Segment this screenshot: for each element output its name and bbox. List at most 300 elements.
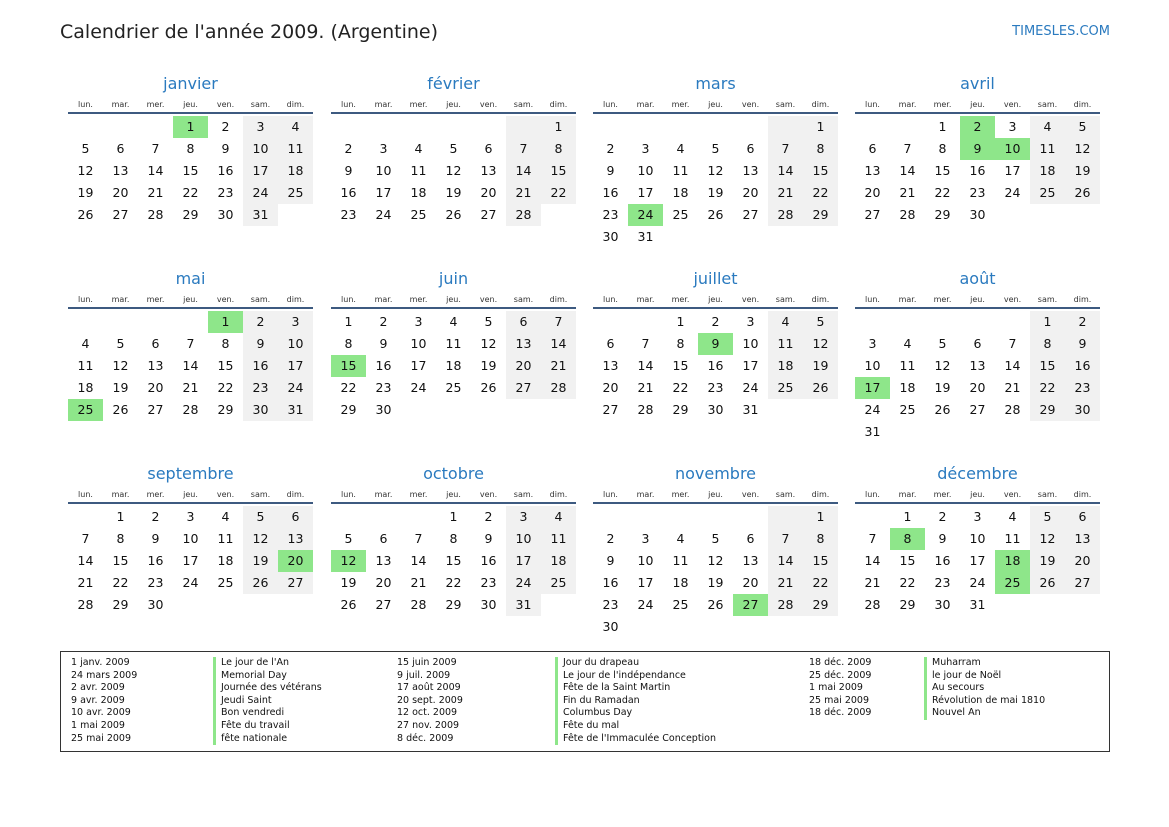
day-cell[interactable]: 27 bbox=[112, 207, 129, 222]
day-cell[interactable]: 26 bbox=[1030, 572, 1065, 594]
day-cell[interactable]: 29 bbox=[1030, 399, 1065, 421]
day-cell[interactable]: 20 bbox=[602, 380, 619, 395]
day-cell[interactable]: 7 bbox=[186, 336, 195, 351]
day-cell[interactable]: 25 bbox=[899, 402, 916, 417]
day-cell[interactable]: 2 bbox=[221, 119, 230, 134]
holiday-day-cell[interactable]: 18 bbox=[995, 550, 1030, 572]
day-cell[interactable]: 30 bbox=[217, 207, 234, 222]
holiday-day-cell[interactable]: 9 bbox=[960, 138, 995, 160]
day-cell[interactable]: 23 bbox=[340, 207, 357, 222]
day-cell[interactable]: 14 bbox=[77, 553, 94, 568]
day-cell[interactable]: 25 bbox=[541, 572, 576, 594]
day-cell[interactable]: 16 bbox=[340, 185, 357, 200]
day-cell[interactable]: 11 bbox=[1030, 138, 1065, 160]
day-cell[interactable]: 8 bbox=[221, 336, 230, 351]
day-cell[interactable]: 30 bbox=[1065, 399, 1100, 421]
day-cell[interactable]: 12 bbox=[1030, 528, 1065, 550]
day-cell[interactable]: 28 bbox=[899, 207, 916, 222]
day-cell[interactable]: 17 bbox=[410, 358, 427, 373]
day-cell[interactable]: 13 bbox=[742, 163, 759, 178]
day-cell[interactable]: 22 bbox=[340, 380, 357, 395]
day-cell[interactable]: 17 bbox=[1004, 163, 1021, 178]
day-cell[interactable]: 16 bbox=[602, 185, 619, 200]
day-cell[interactable]: 22 bbox=[803, 182, 838, 204]
day-cell[interactable]: 11 bbox=[278, 138, 313, 160]
day-cell[interactable]: 7 bbox=[414, 531, 423, 546]
day-cell[interactable]: 21 bbox=[182, 380, 199, 395]
day-cell[interactable]: 5 bbox=[116, 336, 125, 351]
day-cell[interactable]: 14 bbox=[182, 358, 199, 373]
day-cell[interactable]: 15 bbox=[217, 358, 234, 373]
day-cell[interactable]: 9 bbox=[484, 531, 493, 546]
holiday-day-cell[interactable]: 1 bbox=[208, 311, 243, 333]
day-cell[interactable]: 8 bbox=[116, 531, 125, 546]
holiday-day-cell[interactable]: 1 bbox=[173, 116, 208, 138]
day-cell[interactable]: 1 bbox=[903, 509, 912, 524]
day-cell[interactable]: 8 bbox=[803, 528, 838, 550]
day-cell[interactable]: 4 bbox=[768, 311, 803, 333]
day-cell[interactable]: 23 bbox=[217, 185, 234, 200]
day-cell[interactable]: 13 bbox=[112, 163, 129, 178]
day-cell[interactable]: 12 bbox=[1065, 138, 1100, 160]
day-cell[interactable]: 28 bbox=[410, 597, 427, 612]
day-cell[interactable]: 21 bbox=[768, 182, 803, 204]
day-cell[interactable]: 7 bbox=[903, 141, 912, 156]
day-cell[interactable]: 2 bbox=[606, 531, 615, 546]
day-cell[interactable]: 29 bbox=[934, 207, 951, 222]
day-cell[interactable]: 5 bbox=[449, 141, 458, 156]
day-cell[interactable]: 20 bbox=[742, 575, 759, 590]
day-cell[interactable]: 8 bbox=[803, 138, 838, 160]
day-cell[interactable]: 25 bbox=[672, 207, 689, 222]
day-cell[interactable]: 6 bbox=[746, 141, 755, 156]
day-cell[interactable]: 22 bbox=[445, 575, 462, 590]
day-cell[interactable]: 16 bbox=[969, 163, 986, 178]
day-cell[interactable]: 14 bbox=[541, 333, 576, 355]
day-cell[interactable]: 17 bbox=[375, 185, 392, 200]
day-cell[interactable]: 13 bbox=[278, 528, 313, 550]
day-cell[interactable]: 5 bbox=[803, 311, 838, 333]
day-cell[interactable]: 1 bbox=[938, 119, 947, 134]
day-cell[interactable]: 13 bbox=[742, 553, 759, 568]
day-cell[interactable]: 12 bbox=[707, 163, 724, 178]
day-cell[interactable]: 3 bbox=[414, 314, 423, 329]
day-cell[interactable]: 30 bbox=[934, 597, 951, 612]
day-cell[interactable]: 16 bbox=[217, 163, 234, 178]
day-cell[interactable]: 25 bbox=[445, 380, 462, 395]
day-cell[interactable]: 27 bbox=[506, 377, 541, 399]
day-cell[interactable]: 3 bbox=[379, 141, 388, 156]
day-cell[interactable]: 7 bbox=[506, 138, 541, 160]
day-cell[interactable]: 23 bbox=[147, 575, 164, 590]
day-cell[interactable]: 19 bbox=[707, 185, 724, 200]
day-cell[interactable]: 22 bbox=[803, 572, 838, 594]
day-cell[interactable]: 28 bbox=[147, 207, 164, 222]
day-cell[interactable]: 27 bbox=[375, 597, 392, 612]
day-cell[interactable]: 20 bbox=[112, 185, 129, 200]
holiday-day-cell[interactable]: 27 bbox=[733, 594, 768, 616]
day-cell[interactable]: 13 bbox=[506, 333, 541, 355]
day-cell[interactable]: 16 bbox=[480, 553, 497, 568]
day-cell[interactable]: 4 bbox=[221, 509, 230, 524]
day-cell[interactable]: 30 bbox=[243, 399, 278, 421]
day-cell[interactable]: 31 bbox=[969, 597, 986, 612]
day-cell[interactable]: 26 bbox=[77, 207, 94, 222]
day-cell[interactable]: 10 bbox=[864, 358, 881, 373]
day-cell[interactable]: 10 bbox=[506, 528, 541, 550]
day-cell[interactable]: 27 bbox=[278, 572, 313, 594]
day-cell[interactable]: 19 bbox=[112, 380, 129, 395]
day-cell[interactable]: 6 bbox=[116, 141, 125, 156]
day-cell[interactable]: 17 bbox=[278, 355, 313, 377]
day-cell[interactable]: 15 bbox=[672, 358, 689, 373]
day-cell[interactable]: 11 bbox=[899, 358, 916, 373]
day-cell[interactable]: 24 bbox=[243, 182, 278, 204]
day-cell[interactable]: 12 bbox=[934, 358, 951, 373]
holiday-day-cell[interactable]: 24 bbox=[628, 204, 663, 226]
day-cell[interactable]: 11 bbox=[672, 163, 689, 178]
day-cell[interactable]: 23 bbox=[480, 575, 497, 590]
day-cell[interactable]: 2 bbox=[151, 509, 160, 524]
day-cell[interactable]: 29 bbox=[445, 597, 462, 612]
day-cell[interactable]: 29 bbox=[899, 597, 916, 612]
holiday-day-cell[interactable]: 25 bbox=[995, 572, 1030, 594]
day-cell[interactable]: 5 bbox=[1030, 506, 1065, 528]
day-cell[interactable]: 30 bbox=[707, 402, 724, 417]
day-cell[interactable]: 21 bbox=[541, 355, 576, 377]
day-cell[interactable]: 14 bbox=[768, 160, 803, 182]
day-cell[interactable]: 21 bbox=[637, 380, 654, 395]
day-cell[interactable]: 28 bbox=[77, 597, 94, 612]
day-cell[interactable]: 8 bbox=[449, 531, 458, 546]
day-cell[interactable]: 15 bbox=[803, 550, 838, 572]
day-cell[interactable]: 4 bbox=[541, 506, 576, 528]
day-cell[interactable]: 16 bbox=[707, 358, 724, 373]
day-cell[interactable]: 15 bbox=[182, 163, 199, 178]
day-cell[interactable]: 24 bbox=[864, 402, 881, 417]
day-cell[interactable]: 18 bbox=[541, 550, 576, 572]
day-cell[interactable]: 23 bbox=[934, 575, 951, 590]
day-cell[interactable]: 19 bbox=[445, 185, 462, 200]
day-cell[interactable]: 19 bbox=[243, 550, 278, 572]
day-cell[interactable]: 11 bbox=[410, 163, 427, 178]
day-cell[interactable]: 25 bbox=[410, 207, 427, 222]
day-cell[interactable]: 21 bbox=[899, 185, 916, 200]
day-cell[interactable]: 23 bbox=[707, 380, 724, 395]
day-cell[interactable]: 3 bbox=[641, 141, 650, 156]
day-cell[interactable]: 23 bbox=[375, 380, 392, 395]
day-cell[interactable]: 10 bbox=[637, 553, 654, 568]
day-cell[interactable]: 15 bbox=[803, 160, 838, 182]
day-cell[interactable]: 14 bbox=[410, 553, 427, 568]
day-cell[interactable]: 4 bbox=[1030, 116, 1065, 138]
day-cell[interactable]: 7 bbox=[641, 336, 650, 351]
day-cell[interactable]: 12 bbox=[445, 163, 462, 178]
day-cell[interactable]: 30 bbox=[480, 597, 497, 612]
day-cell[interactable]: 19 bbox=[934, 380, 951, 395]
day-cell[interactable]: 28 bbox=[768, 594, 803, 616]
day-cell[interactable]: 18 bbox=[410, 185, 427, 200]
day-cell[interactable]: 13 bbox=[969, 358, 986, 373]
day-cell[interactable]: 12 bbox=[243, 528, 278, 550]
day-cell[interactable]: 26 bbox=[340, 597, 357, 612]
day-cell[interactable]: 28 bbox=[506, 204, 541, 226]
day-cell[interactable]: 24 bbox=[1004, 185, 1021, 200]
day-cell[interactable]: 19 bbox=[340, 575, 357, 590]
day-cell[interactable]: 14 bbox=[864, 553, 881, 568]
holiday-day-cell[interactable]: 15 bbox=[331, 355, 366, 377]
day-cell[interactable]: 14 bbox=[637, 358, 654, 373]
day-cell[interactable]: 4 bbox=[903, 336, 912, 351]
day-cell[interactable]: 6 bbox=[484, 141, 493, 156]
day-cell[interactable]: 9 bbox=[1065, 333, 1100, 355]
day-cell[interactable]: 24 bbox=[182, 575, 199, 590]
day-cell[interactable]: 2 bbox=[938, 509, 947, 524]
day-cell[interactable]: 19 bbox=[803, 355, 838, 377]
day-cell[interactable]: 10 bbox=[969, 531, 986, 546]
day-cell[interactable]: 22 bbox=[541, 182, 576, 204]
day-cell[interactable]: 6 bbox=[606, 336, 615, 351]
day-cell[interactable]: 19 bbox=[77, 185, 94, 200]
day-cell[interactable]: 21 bbox=[410, 575, 427, 590]
day-cell[interactable]: 15 bbox=[112, 553, 129, 568]
day-cell[interactable]: 26 bbox=[934, 402, 951, 417]
day-cell[interactable]: 7 bbox=[1008, 336, 1017, 351]
day-cell[interactable]: 3 bbox=[868, 336, 877, 351]
day-cell[interactable]: 2 bbox=[1065, 311, 1100, 333]
day-cell[interactable]: 26 bbox=[480, 380, 497, 395]
day-cell[interactable]: 9 bbox=[606, 553, 615, 568]
day-cell[interactable]: 12 bbox=[803, 333, 838, 355]
day-cell[interactable]: 24 bbox=[506, 572, 541, 594]
day-cell[interactable]: 12 bbox=[112, 358, 129, 373]
day-cell[interactable]: 8 bbox=[541, 138, 576, 160]
day-cell[interactable]: 27 bbox=[742, 207, 759, 222]
day-cell[interactable]: 27 bbox=[602, 402, 619, 417]
day-cell[interactable]: 30 bbox=[375, 402, 392, 417]
day-cell[interactable]: 3 bbox=[186, 509, 195, 524]
day-cell[interactable]: 31 bbox=[243, 204, 278, 226]
day-cell[interactable]: 22 bbox=[1030, 377, 1065, 399]
day-cell[interactable]: 17 bbox=[969, 553, 986, 568]
day-cell[interactable]: 29 bbox=[340, 402, 357, 417]
day-cell[interactable]: 17 bbox=[637, 575, 654, 590]
day-cell[interactable]: 11 bbox=[768, 333, 803, 355]
day-cell[interactable]: 30 bbox=[602, 619, 619, 634]
day-cell[interactable]: 22 bbox=[112, 575, 129, 590]
day-cell[interactable]: 1 bbox=[803, 116, 838, 138]
day-cell[interactable]: 1 bbox=[803, 506, 838, 528]
day-cell[interactable]: 3 bbox=[1008, 119, 1017, 134]
day-cell[interactable]: 15 bbox=[445, 553, 462, 568]
holiday-day-cell[interactable]: 17 bbox=[855, 377, 890, 399]
day-cell[interactable]: 1 bbox=[1030, 311, 1065, 333]
day-cell[interactable]: 30 bbox=[147, 597, 164, 612]
day-cell[interactable]: 15 bbox=[541, 160, 576, 182]
day-cell[interactable]: 28 bbox=[768, 204, 803, 226]
day-cell[interactable]: 4 bbox=[449, 314, 458, 329]
day-cell[interactable]: 10 bbox=[182, 531, 199, 546]
day-cell[interactable]: 26 bbox=[112, 402, 129, 417]
day-cell[interactable]: 13 bbox=[864, 163, 881, 178]
day-cell[interactable]: 30 bbox=[969, 207, 986, 222]
day-cell[interactable]: 14 bbox=[768, 550, 803, 572]
day-cell[interactable]: 9 bbox=[606, 163, 615, 178]
day-cell[interactable]: 3 bbox=[973, 509, 982, 524]
day-cell[interactable]: 4 bbox=[1008, 509, 1017, 524]
day-cell[interactable]: 5 bbox=[1065, 116, 1100, 138]
day-cell[interactable]: 27 bbox=[1065, 572, 1100, 594]
day-cell[interactable]: 18 bbox=[217, 553, 234, 568]
day-cell[interactable]: 29 bbox=[112, 597, 129, 612]
day-cell[interactable]: 10 bbox=[278, 333, 313, 355]
day-cell[interactable]: 5 bbox=[81, 141, 90, 156]
holiday-day-cell[interactable]: 9 bbox=[698, 333, 733, 355]
day-cell[interactable]: 9 bbox=[221, 141, 230, 156]
day-cell[interactable]: 10 bbox=[243, 138, 278, 160]
day-cell[interactable]: 4 bbox=[278, 116, 313, 138]
day-cell[interactable]: 24 bbox=[742, 380, 759, 395]
day-cell[interactable]: 7 bbox=[81, 531, 90, 546]
day-cell[interactable]: 1 bbox=[676, 314, 685, 329]
day-cell[interactable]: 18 bbox=[672, 575, 689, 590]
day-cell[interactable]: 21 bbox=[1004, 380, 1021, 395]
day-cell[interactable]: 5 bbox=[243, 506, 278, 528]
day-cell[interactable]: 28 bbox=[637, 402, 654, 417]
day-cell[interactable]: 20 bbox=[506, 355, 541, 377]
day-cell[interactable]: 14 bbox=[506, 160, 541, 182]
day-cell[interactable]: 28 bbox=[864, 597, 881, 612]
day-cell[interactable]: 19 bbox=[1030, 550, 1065, 572]
day-cell[interactable]: 31 bbox=[742, 402, 759, 417]
day-cell[interactable]: 7 bbox=[768, 528, 803, 550]
day-cell[interactable]: 20 bbox=[1065, 550, 1100, 572]
day-cell[interactable]: 18 bbox=[672, 185, 689, 200]
day-cell[interactable]: 2 bbox=[243, 311, 278, 333]
holiday-day-cell[interactable]: 20 bbox=[278, 550, 313, 572]
day-cell[interactable]: 20 bbox=[147, 380, 164, 395]
day-cell[interactable]: 6 bbox=[278, 506, 313, 528]
day-cell[interactable]: 1 bbox=[541, 116, 576, 138]
day-cell[interactable]: 24 bbox=[375, 207, 392, 222]
day-cell[interactable]: 18 bbox=[768, 355, 803, 377]
day-cell[interactable]: 8 bbox=[344, 336, 353, 351]
day-cell[interactable]: 11 bbox=[672, 553, 689, 568]
day-cell[interactable]: 13 bbox=[375, 553, 392, 568]
day-cell[interactable]: 20 bbox=[375, 575, 392, 590]
day-cell[interactable]: 9 bbox=[151, 531, 160, 546]
day-cell[interactable]: 4 bbox=[414, 141, 423, 156]
day-cell[interactable]: 19 bbox=[1065, 160, 1100, 182]
day-cell[interactable]: 7 bbox=[541, 311, 576, 333]
day-cell[interactable]: 25 bbox=[768, 377, 803, 399]
day-cell[interactable]: 1 bbox=[344, 314, 353, 329]
day-cell[interactable]: 7 bbox=[868, 531, 877, 546]
day-cell[interactable]: 4 bbox=[676, 141, 685, 156]
day-cell[interactable]: 10 bbox=[637, 163, 654, 178]
day-cell[interactable]: 13 bbox=[147, 358, 164, 373]
day-cell[interactable]: 16 bbox=[934, 553, 951, 568]
day-cell[interactable]: 29 bbox=[217, 402, 234, 417]
day-cell[interactable]: 11 bbox=[1004, 531, 1021, 546]
day-cell[interactable]: 10 bbox=[742, 336, 759, 351]
day-cell[interactable]: 21 bbox=[864, 575, 881, 590]
day-cell[interactable]: 27 bbox=[864, 207, 881, 222]
day-cell[interactable]: 1 bbox=[116, 509, 125, 524]
day-cell[interactable]: 13 bbox=[480, 163, 497, 178]
day-cell[interactable]: 14 bbox=[147, 163, 164, 178]
day-cell[interactable]: 6 bbox=[506, 311, 541, 333]
day-cell[interactable]: 3 bbox=[746, 314, 755, 329]
day-cell[interactable]: 20 bbox=[864, 185, 881, 200]
day-cell[interactable]: 9 bbox=[379, 336, 388, 351]
day-cell[interactable]: 6 bbox=[868, 141, 877, 156]
day-cell[interactable]: 12 bbox=[480, 336, 497, 351]
day-cell[interactable]: 20 bbox=[742, 185, 759, 200]
day-cell[interactable]: 29 bbox=[803, 204, 838, 226]
day-cell[interactable]: 16 bbox=[1065, 355, 1100, 377]
day-cell[interactable]: 3 bbox=[641, 531, 650, 546]
day-cell[interactable]: 16 bbox=[375, 358, 392, 373]
day-cell[interactable]: 26 bbox=[243, 572, 278, 594]
day-cell[interactable]: 20 bbox=[969, 380, 986, 395]
day-cell[interactable]: 26 bbox=[707, 597, 724, 612]
day-cell[interactable]: 6 bbox=[746, 531, 755, 546]
day-cell[interactable]: 8 bbox=[186, 141, 195, 156]
day-cell[interactable]: 21 bbox=[147, 185, 164, 200]
day-cell[interactable]: 7 bbox=[151, 141, 160, 156]
day-cell[interactable]: 4 bbox=[81, 336, 90, 351]
day-cell[interactable]: 17 bbox=[506, 550, 541, 572]
day-cell[interactable]: 27 bbox=[969, 402, 986, 417]
day-cell[interactable]: 18 bbox=[445, 358, 462, 373]
day-cell[interactable]: 24 bbox=[637, 597, 654, 612]
day-cell[interactable]: 9 bbox=[243, 333, 278, 355]
day-cell[interactable]: 26 bbox=[1065, 182, 1100, 204]
day-cell[interactable]: 30 bbox=[602, 229, 619, 244]
day-cell[interactable]: 31 bbox=[278, 399, 313, 421]
day-cell[interactable]: 11 bbox=[217, 531, 234, 546]
holiday-day-cell[interactable]: 8 bbox=[890, 528, 925, 550]
day-cell[interactable]: 24 bbox=[410, 380, 427, 395]
day-cell[interactable]: 25 bbox=[672, 597, 689, 612]
day-cell[interactable]: 12 bbox=[77, 163, 94, 178]
day-cell[interactable]: 29 bbox=[182, 207, 199, 222]
holiday-day-cell[interactable]: 2 bbox=[960, 116, 995, 138]
day-cell[interactable]: 29 bbox=[803, 594, 838, 616]
day-cell[interactable]: 25 bbox=[217, 575, 234, 590]
day-cell[interactable]: 6 bbox=[379, 531, 388, 546]
day-cell[interactable]: 21 bbox=[506, 182, 541, 204]
day-cell[interactable]: 6 bbox=[1065, 506, 1100, 528]
day-cell[interactable]: 19 bbox=[707, 575, 724, 590]
day-cell[interactable]: 26 bbox=[445, 207, 462, 222]
day-cell[interactable]: 2 bbox=[344, 141, 353, 156]
day-cell[interactable]: 16 bbox=[243, 355, 278, 377]
day-cell[interactable]: 17 bbox=[637, 185, 654, 200]
day-cell[interactable]: 2 bbox=[379, 314, 388, 329]
day-cell[interactable]: 7 bbox=[768, 138, 803, 160]
day-cell[interactable]: 28 bbox=[182, 402, 199, 417]
day-cell[interactable]: 24 bbox=[969, 575, 986, 590]
day-cell[interactable]: 8 bbox=[938, 141, 947, 156]
day-cell[interactable]: 26 bbox=[803, 377, 838, 399]
day-cell[interactable]: 25 bbox=[1030, 182, 1065, 204]
day-cell[interactable]: 1 bbox=[449, 509, 458, 524]
day-cell[interactable]: 3 bbox=[243, 116, 278, 138]
day-cell[interactable]: 5 bbox=[484, 314, 493, 329]
day-cell[interactable]: 2 bbox=[606, 141, 615, 156]
